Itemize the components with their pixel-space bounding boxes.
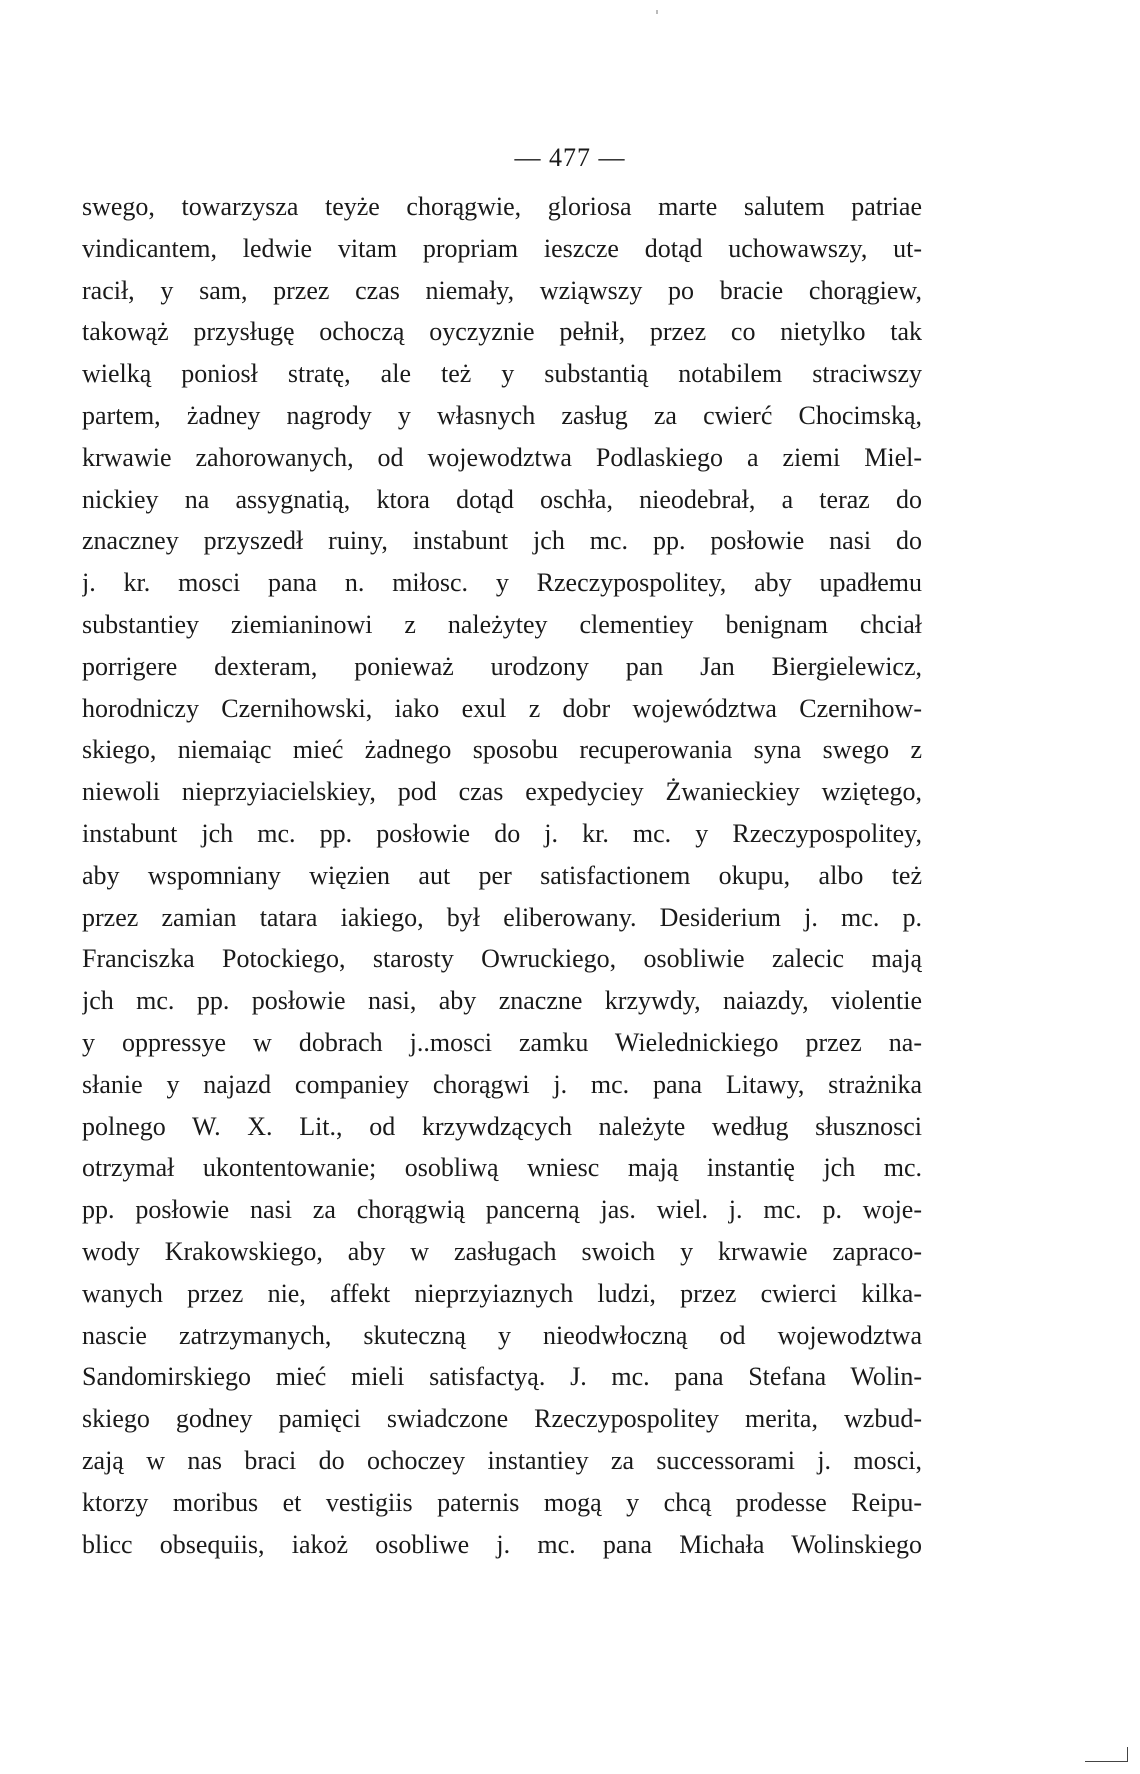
text-line: skiego, niemaiąc mieć żadnego sposobu recuperowania syna swego z — [82, 735, 922, 765]
text-line: jch mc. pp. posłowie nasi, aby znaczne krzywdy, naiazdy, violentie — [82, 986, 922, 1016]
text-line: porrigere dexteram, ponieważ urodzony pan Jan Biergielewicz, — [82, 651, 922, 681]
text-line: substantiey ziemianinowi z należytey clementiey benignam chciał — [82, 609, 922, 639]
text-line: takowąż przysługę ochoczą oyczyznie pełnił, przez co nietylko tak — [82, 317, 922, 347]
text-line: krwawie zahorowanych, od wojewodztwa Podlaskiego a ziemi Miel- — [82, 442, 922, 472]
text-line: nascie zatrzymanych, skuteczną y nieodwłoczną od wojewodztwa — [82, 1320, 922, 1350]
text-line: horodniczy Czernihowski, iako exul z dobr województwa Czernihow- — [82, 693, 922, 723]
text-line: Franciszka Potockiego, starosty Owruckiego, osobliwie zalecic mają — [82, 944, 922, 974]
page-number: — 477 — — [514, 143, 626, 172]
text-line: wielką poniosł stratę, ale też y substantią notabilem straciwszy — [82, 359, 922, 389]
text-line: aby wspomniany więzien aut per satisfactionem okupu, albo też — [82, 860, 922, 890]
text-line: słanie y najazd companiey chorągwi j. mc. pana Litawy, strażnika — [82, 1069, 922, 1099]
text-line: j. kr. mosci pana n. miłosc. y Rzeczypospolitey, aby upadłemu — [82, 568, 922, 598]
scan-speck — [656, 10, 658, 14]
text-line: blicc obsequiis, iakoż osobliwe j. mc. pana Michała Wolinskiego — [82, 1529, 922, 1559]
text-line: nickiey na assygnatią, ktora dotąd oschła, nieodebrał, a teraz do — [82, 484, 922, 514]
text-line: zają w nas braci do ochoczey instantiey za successorami j. mosci, — [82, 1445, 922, 1475]
text-line: wanych przez nie, affekt nieprzyiaznych ludzi, przez cwierci kilka- — [82, 1278, 922, 1308]
text-line: instabunt jch mc. pp. posłowie do j. kr. mc. y Rzeczypospolitey, — [82, 818, 922, 848]
text-line: przez zamian tatara iakiego, był eliberowany. Desiderium j. mc. p. — [82, 902, 922, 932]
text-line: racił, y sam, przez czas niemały, wziąwszy po bracie chorągiew, — [82, 275, 922, 305]
scan-corner-mark — [1085, 1747, 1128, 1762]
body-text — [82, 186, 922, 1565]
text-line: ktorzy moribus et vestigiis paternis mogą y chcą prodesse Reipu- — [82, 1487, 922, 1517]
text-line: swego, towarzysza teyże chorągwie, gloriosa marte salutem patriae — [82, 192, 922, 221]
text-line: partem, żadney nagrody y własnych zasług za cwierć Chocimską, — [82, 400, 922, 430]
text-line: vindicantem, ledwie vitam propriam ieszcze dotąd uchowawszy, ut- — [82, 233, 922, 263]
text-line: polnego W. X. Lit., od krzywdzących należyte według słusznosci — [82, 1111, 922, 1141]
text-line: skiego godney pamięci swiadczone Rzeczypospolitey merita, wzbud- — [82, 1404, 922, 1434]
text-line: wody Krakowskiego, aby w zasługach swoich y krwawie zapraco- — [82, 1236, 922, 1266]
text-line: Sandomirskiego mieć mieli satisfactyą. J. mc. pana Stefana Wolin- — [82, 1362, 922, 1392]
text-line: pp. posłowie nasi za chorągwią pancerną jas. wiel. j. mc. p. woje- — [82, 1195, 922, 1225]
text-line: niewoli nieprzyiacielskiey, pod czas expedyciey Żwanieckiey wziętego, — [82, 777, 922, 807]
text-line: otrzymał ukontentowanie; osobliwą wniesc mają instantię jch mc. — [82, 1153, 922, 1183]
text-line: znaczney przyszedł ruiny, instabunt jch mc. pp. posłowie nasi do — [82, 526, 922, 556]
text-line: y oppressye w dobrach j..mosci zamku Wielednickiego przez na- — [82, 1027, 922, 1057]
